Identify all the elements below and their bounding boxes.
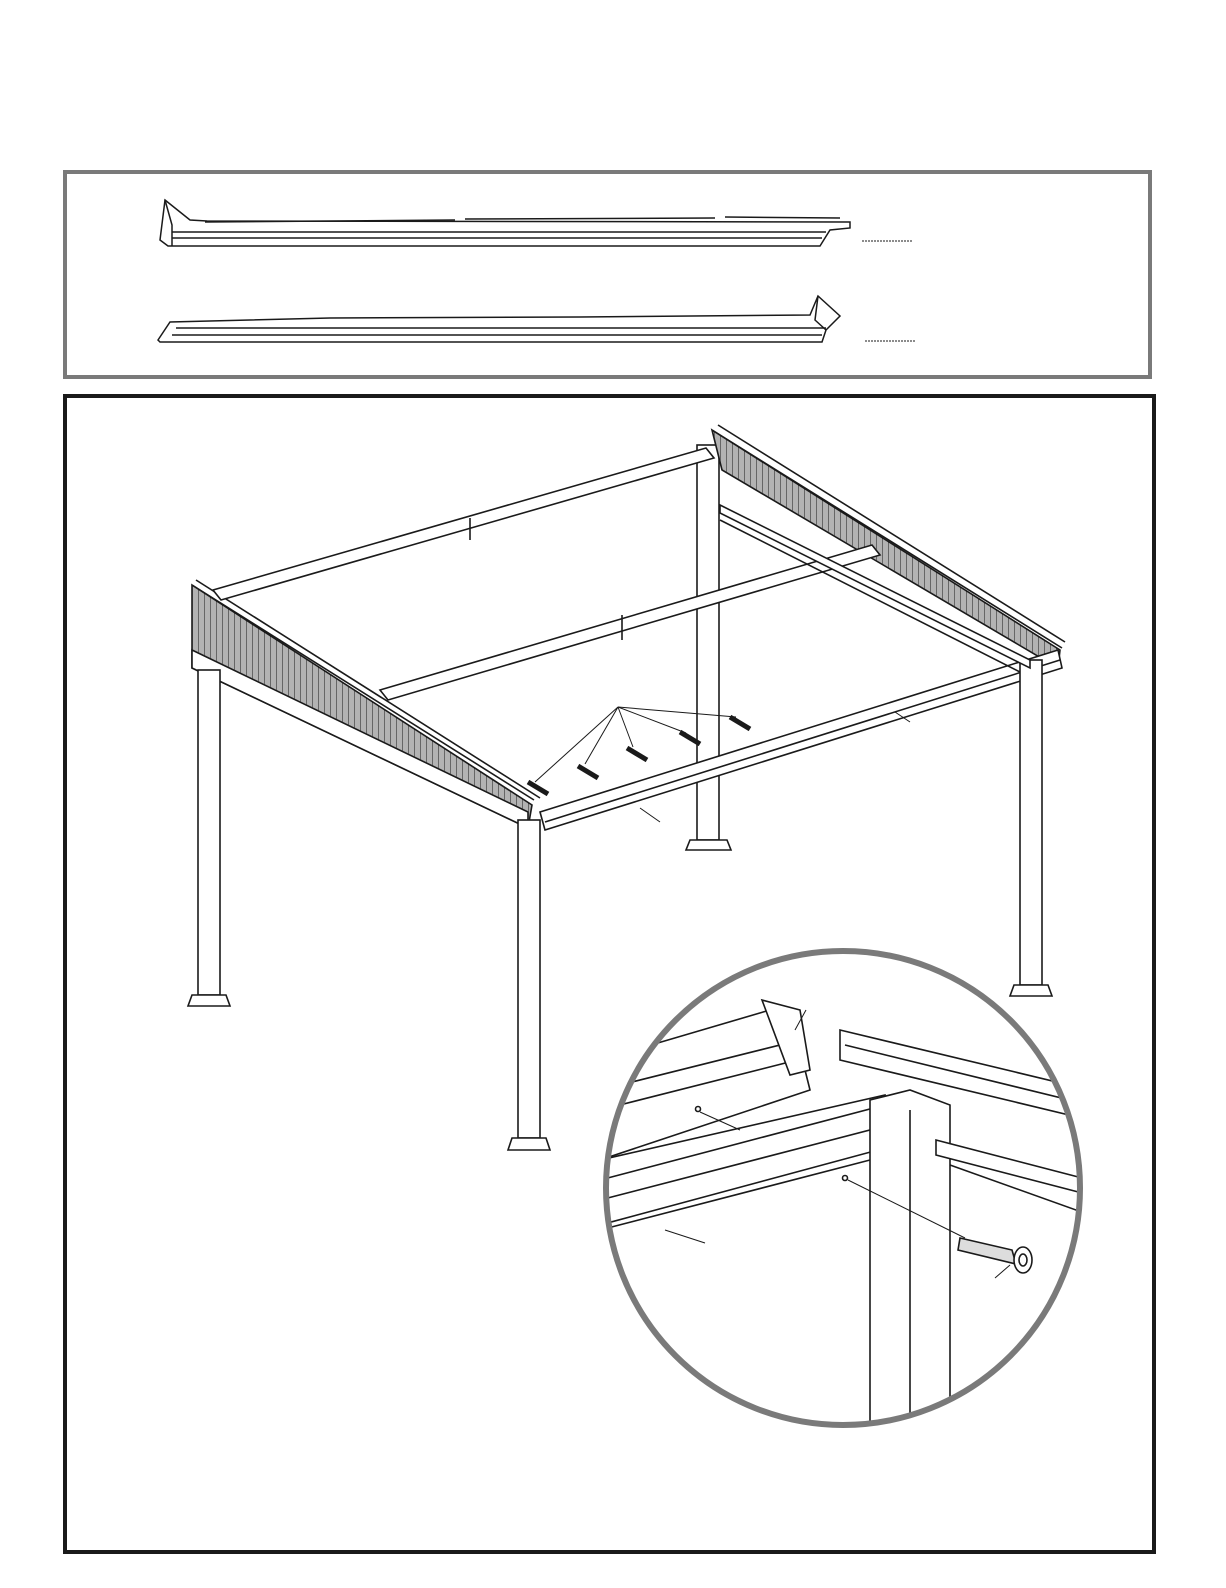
rail-part-b: [158, 296, 915, 342]
rail-part-a: [160, 200, 913, 246]
zoom-circle: [600, 951, 1090, 1430]
